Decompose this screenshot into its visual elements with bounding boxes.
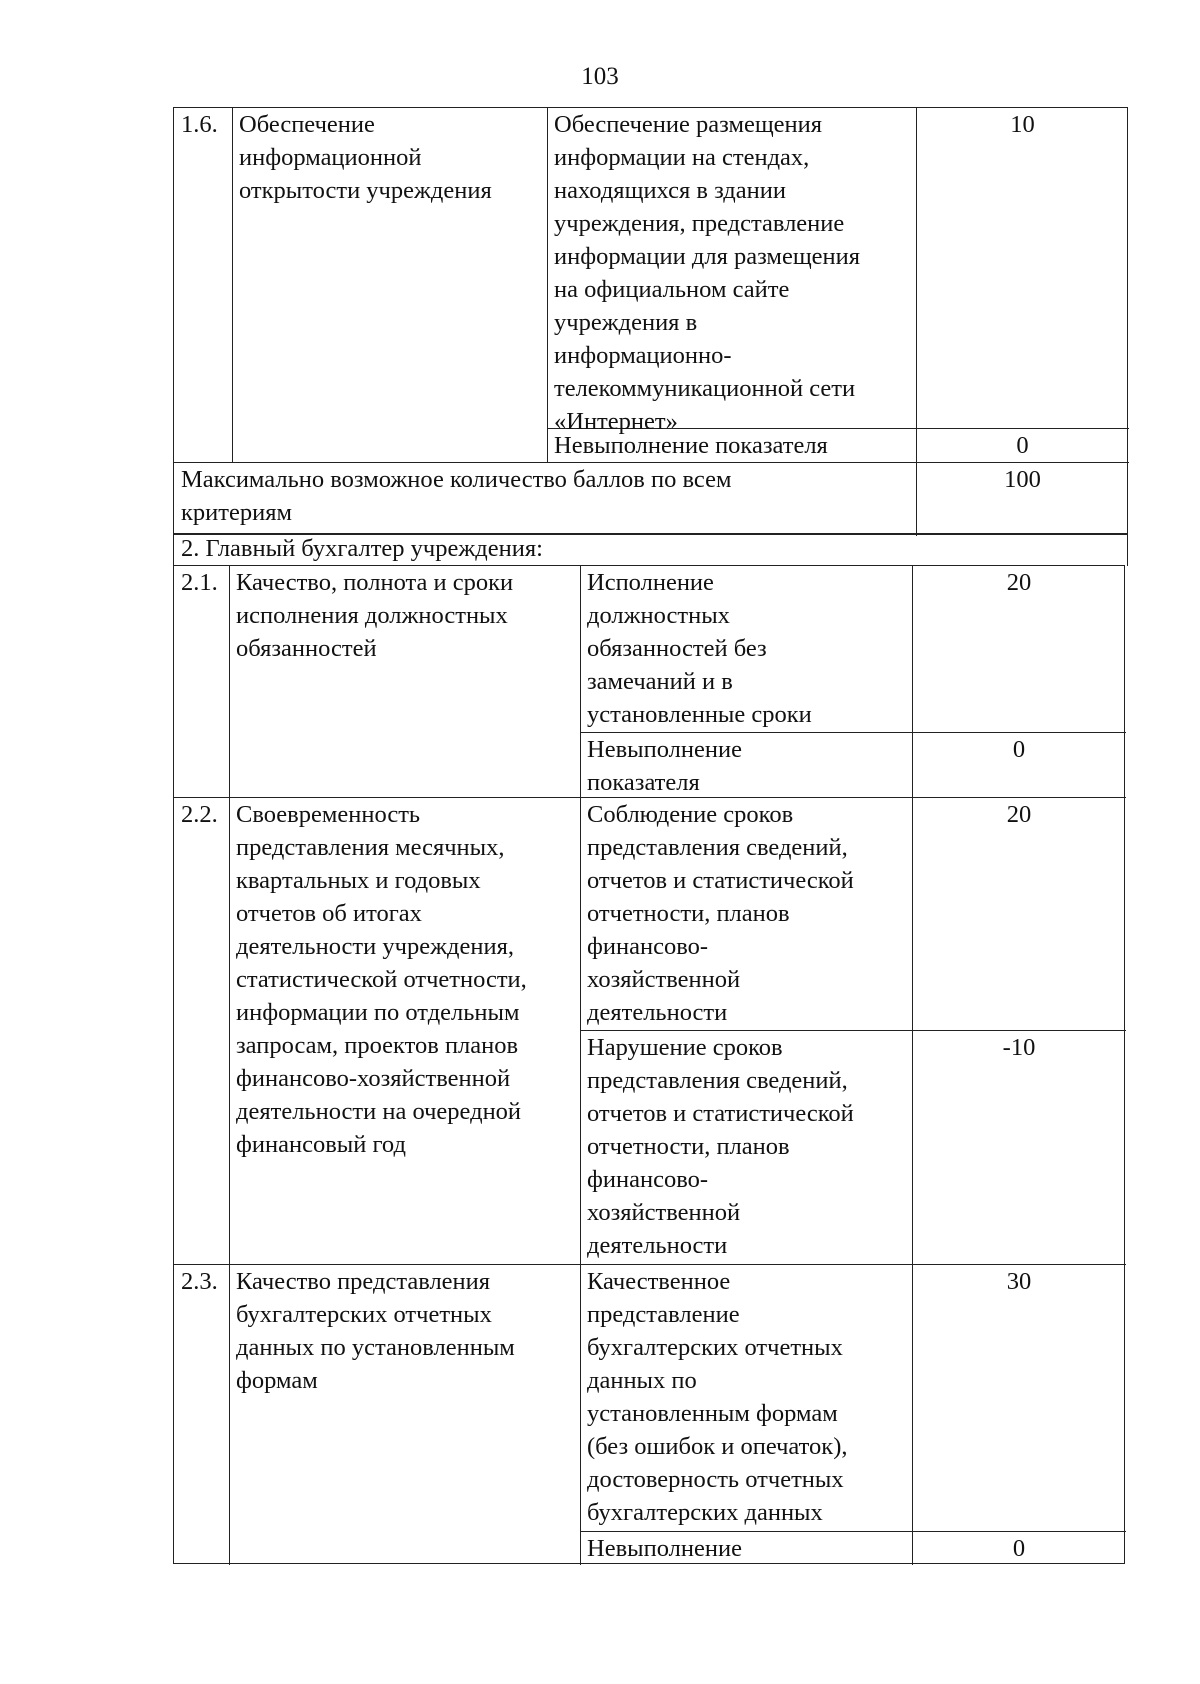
indicator-line: Невыполнение: [587, 736, 742, 763]
indicator-line: бухгалтерских отчетных: [587, 1334, 843, 1361]
criterion-line: Своевременность: [236, 801, 421, 828]
max-total-score: 100: [1004, 466, 1041, 493]
indicator-line: учреждения в: [554, 309, 698, 336]
criterion-cell: [232, 108, 547, 207]
indicator-line: хозяйственной: [587, 1199, 741, 1226]
indicator-line: на официальном сайте: [554, 276, 790, 303]
indicator-cell: [580, 733, 912, 799]
criterion-line: финансово-хозяйственной: [236, 1065, 511, 1092]
row-number: 2.1.: [181, 569, 218, 596]
indicator-line: бухгалтерских данных: [587, 1499, 823, 1526]
indicator-line: установленные сроки: [587, 701, 812, 728]
indicator-line: Обеспечение размещения: [554, 111, 823, 138]
indicator-line: данных по: [587, 1367, 697, 1394]
indicator-line: должностных: [587, 602, 730, 629]
row-number: 2.3.: [181, 1268, 218, 1295]
indicator-line: достоверность отчетных: [587, 1466, 844, 1493]
criterion-line: Качество представления: [236, 1268, 491, 1295]
indicator-line: обязанностей без: [587, 635, 767, 662]
indicator-line: замечаний и в: [587, 668, 733, 695]
max-total-cell: [174, 463, 916, 529]
indicator-line: установленным формам: [587, 1400, 838, 1427]
row-number: 2.2.: [181, 801, 218, 828]
table-section-2: [173, 565, 1125, 1564]
criterion-line: деятельности учреждения,: [236, 933, 514, 960]
col-divider: [912, 566, 913, 1565]
criterion-line: отчетов об итогах: [236, 900, 422, 927]
score: 0: [1016, 432, 1029, 459]
criterion-line: запросам, проектов планов: [236, 1032, 519, 1059]
criterion-line: формам: [236, 1367, 318, 1394]
indicator-line: Нарушение сроков: [587, 1034, 783, 1061]
indicator-line: Соблюдение сроков: [587, 801, 794, 828]
indicator-line: Исполнение: [587, 569, 714, 596]
indicator-line: Невыполнение показателя: [554, 432, 828, 459]
criterion-line: данных по установленным: [236, 1334, 515, 1361]
criterion-cell: [229, 798, 580, 1161]
indicator-line: информационно-: [554, 342, 732, 369]
indicator-line: деятельности: [587, 1232, 728, 1259]
indicator-cell: [580, 566, 912, 731]
indicator-cell: [547, 108, 916, 438]
section-heading: 2. Главный бухгалтер учреждения:: [181, 535, 543, 562]
max-total-line: критериям: [181, 499, 292, 526]
score: 20: [1006, 569, 1032, 596]
criterion-line: представления месячных,: [236, 834, 505, 861]
indicator-line: представления сведений,: [587, 834, 848, 861]
criterion-line: информационной: [239, 144, 422, 171]
score: -10: [1002, 1034, 1036, 1061]
indicator-cell: [580, 1031, 912, 1262]
indicator-line: телекоммуникационной сети: [554, 375, 856, 402]
score: 0: [1012, 736, 1026, 763]
indicator-line: отчетов и статистической: [587, 867, 854, 894]
row-number: 1.6.: [181, 111, 218, 138]
score: 10: [1010, 111, 1035, 138]
criterion-line: исполнения должностных: [236, 602, 508, 629]
criterion-line: финансовый год: [236, 1131, 406, 1158]
indicator-line: представление: [587, 1301, 740, 1328]
table-section-1: [173, 107, 1128, 535]
score: 0: [1012, 1535, 1026, 1562]
section-2-heading-row: [173, 533, 1128, 566]
indicator-line: «Интернет»: [554, 408, 678, 435]
indicator-line: учреждения, представление: [554, 210, 845, 237]
criterion-line: квартальных и годовых: [236, 867, 481, 894]
indicator-line: Невыполнение: [587, 1535, 742, 1562]
criterion-line: деятельности на очередной: [236, 1098, 522, 1125]
indicator-line: (без ошибок и опечаток),: [587, 1433, 848, 1460]
indicator-line: финансово-: [587, 933, 709, 960]
indicator-line: отчетности, планов: [587, 1133, 790, 1160]
score: 30: [1006, 1268, 1032, 1295]
page-number: 103: [581, 63, 619, 90]
criterion-cell: [229, 566, 580, 665]
criterion-line: Качество, полнота и сроки: [236, 569, 514, 596]
criterion-line: Обеспечение: [239, 111, 375, 138]
criterion-cell: [229, 1265, 580, 1397]
indicator-line: хозяйственной: [587, 966, 741, 993]
criterion-line: статистической отчетности,: [236, 966, 527, 993]
indicator-line: Качественное: [587, 1268, 731, 1295]
score: 20: [1006, 801, 1032, 828]
indicator-line: представления сведений,: [587, 1067, 848, 1094]
indicator-line: находящихся в здании: [554, 177, 786, 204]
criterion-line: бухгалтерских отчетных: [236, 1301, 492, 1328]
indicator-cell: [580, 1265, 912, 1529]
indicator-line: информации на стендах,: [554, 144, 810, 171]
indicator-line: финансово-: [587, 1166, 709, 1193]
criterion-line: обязанностей: [236, 635, 377, 662]
max-total-line: Максимально возможное количество баллов по всем: [181, 466, 732, 493]
criterion-line: открытости учреждения: [239, 177, 492, 204]
indicator-line: отчетов и статистической: [587, 1100, 854, 1127]
indicator-line: отчетности, планов: [587, 900, 790, 927]
indicator-cell: [580, 798, 912, 1029]
indicator-line: показателя: [587, 769, 700, 796]
indicator-line: деятельности: [587, 999, 728, 1026]
criterion-line: информации по отдельным: [236, 999, 520, 1026]
indicator-line: информации для размещения: [554, 243, 861, 270]
